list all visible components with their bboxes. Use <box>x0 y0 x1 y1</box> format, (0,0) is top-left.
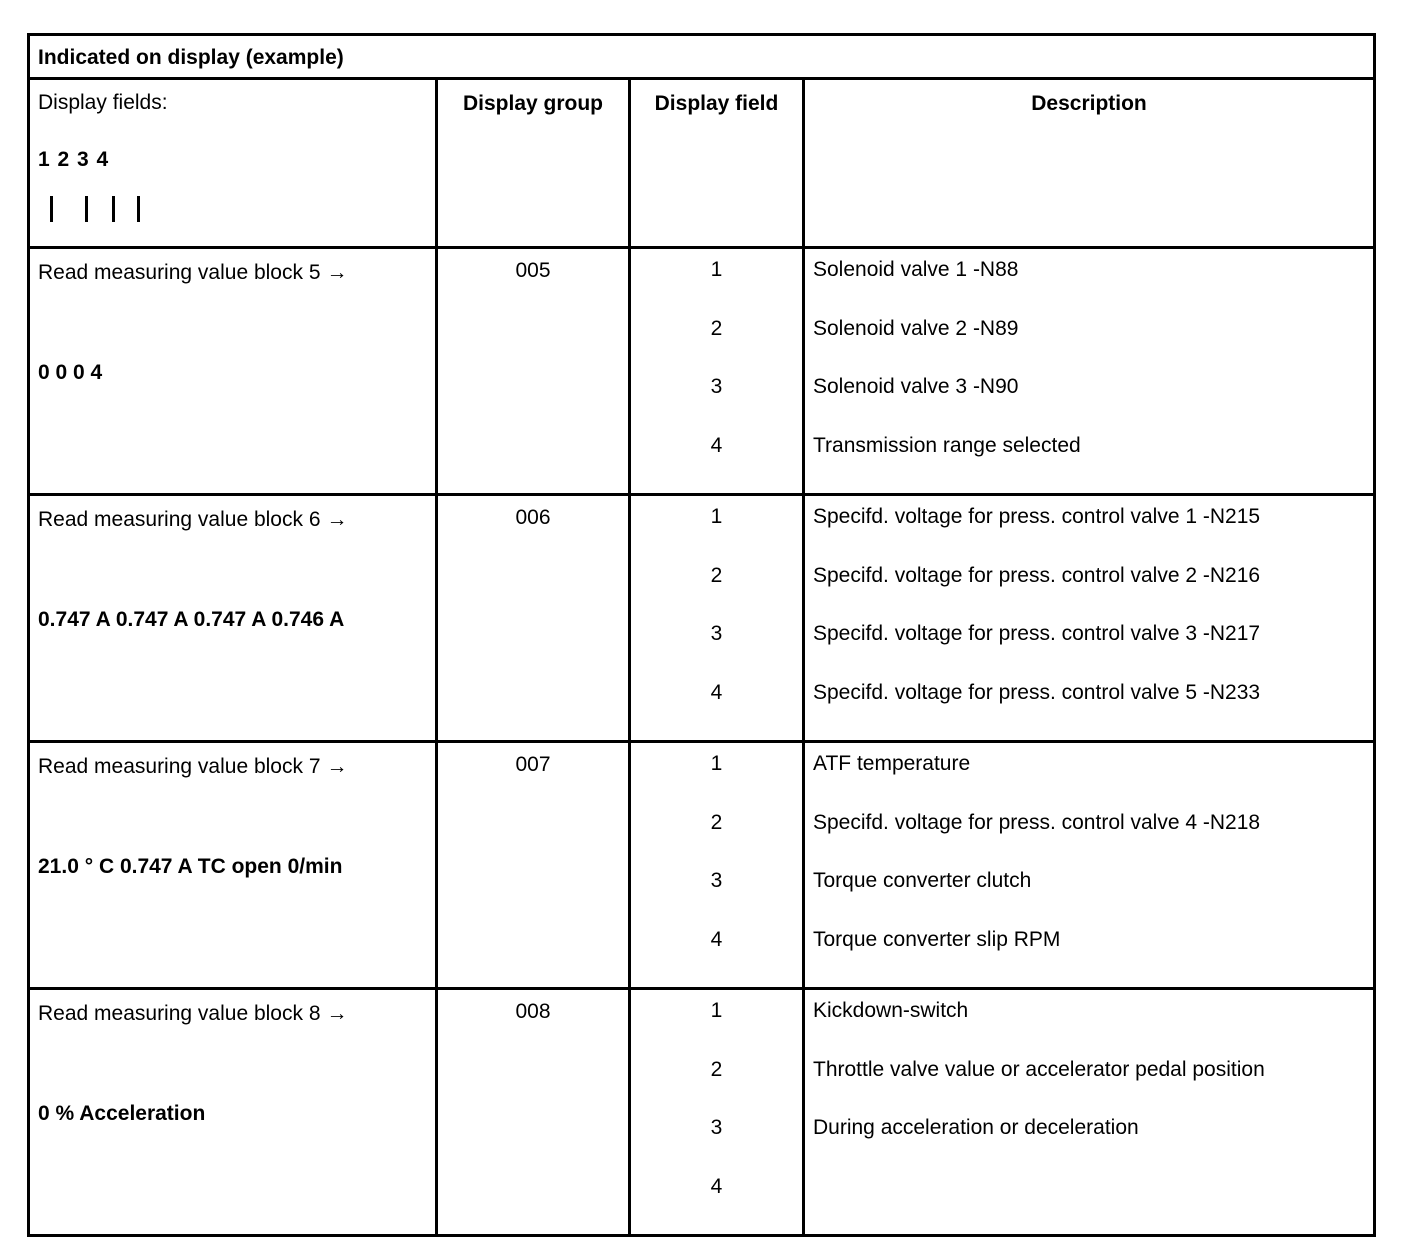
display-group-cell <box>437 495 630 742</box>
description-cell <box>804 742 1375 989</box>
measuring-value-table <box>27 33 1376 1237</box>
field-description: Specifd. voltage for press. control valve 4 -N218 <box>813 810 1261 834</box>
display-field-number: 4 <box>710 433 723 457</box>
display-field-number: 4 <box>710 927 723 951</box>
block-display-value: 0.747 A 0.747 A 0.747 A 0.746 A <box>38 608 345 631</box>
field-description: Solenoid valve 1 -N88 <box>813 258 1019 281</box>
header-row <box>29 79 1375 248</box>
block-display-value: 0 % Acceleration <box>38 1102 206 1125</box>
description-cell <box>804 495 1375 742</box>
field-description <box>805 1176 1373 1235</box>
display-field-number: 2 <box>710 563 723 587</box>
display-field-number: 1 <box>710 505 723 528</box>
description-cell <box>804 989 1375 1236</box>
block-label-cell <box>29 742 437 989</box>
arrow-right-icon: → <box>326 261 348 284</box>
display-group-cell <box>437 989 630 1236</box>
display-field-number: 3 <box>710 869 723 892</box>
field-description: Kickdown-switch <box>813 999 969 1022</box>
display-field-cell <box>630 989 804 1236</box>
display-field-label: Display field <box>654 92 779 115</box>
display-group-value: 007 <box>515 753 551 776</box>
arrow-right-icon: → <box>326 1002 348 1025</box>
measuring-block-row <box>29 989 1375 1236</box>
field-description: Solenoid valve 2 -N89 <box>813 316 1019 340</box>
display-field-number: 3 <box>710 622 723 645</box>
field-description: Torque converter clutch <box>813 869 1032 892</box>
field-description: ATF temperature <box>813 752 971 775</box>
block-label-cell <box>29 989 437 1236</box>
display-field-number: 4 <box>710 680 723 704</box>
block-label: Read measuring value block 6 <box>38 508 321 531</box>
measuring-block-row <box>29 742 1375 989</box>
display-group-header <box>437 79 630 248</box>
measuring-block-row <box>29 495 1375 742</box>
display-field-number: 3 <box>710 1116 723 1139</box>
display-fields-numbers: 1 2 3 4 <box>38 148 110 171</box>
display-field-header <box>630 79 804 248</box>
block-display-value: 21.0 ° C 0.747 A TC open 0/min <box>38 855 343 878</box>
arrow-right-icon: → <box>326 755 348 778</box>
description-label: Description <box>1031 92 1147 115</box>
display-field-number: 1 <box>710 258 723 281</box>
field-description: Specifd. voltage for press. control valve 5 -N233 <box>813 680 1261 704</box>
description-header <box>804 79 1375 248</box>
display-field-cell <box>630 248 804 495</box>
field-description: Specifd. voltage for press. control valve 3 -N217 <box>813 622 1261 645</box>
field-description: Transmission range selected <box>813 433 1081 457</box>
display-group-value: 006 <box>515 506 551 529</box>
display-field-number: 3 <box>710 375 723 398</box>
block-display-value: 0 0 0 4 <box>38 361 103 384</box>
block-label: Read measuring value block 7 <box>38 755 321 778</box>
field-description: Solenoid valve 3 -N90 <box>813 375 1019 398</box>
display-field-cell <box>630 495 804 742</box>
display-field-number: 4 <box>710 1174 723 1198</box>
display-field-number: 2 <box>710 316 723 340</box>
arrow-right-icon: → <box>326 508 348 531</box>
field-description: Throttle valve value or accelerator pedal position <box>813 1057 1265 1081</box>
display-field-number: 2 <box>710 1057 723 1081</box>
display-field-number: 1 <box>710 999 723 1022</box>
display-field-number: 2 <box>710 810 723 834</box>
field-description: Specifd. voltage for press. control valve 2 -N216 <box>813 563 1261 587</box>
block-label: Read measuring value block 5 <box>38 261 321 284</box>
display-group-cell <box>437 248 630 495</box>
table-title: Indicated on display (example) <box>29 35 1375 79</box>
block-label: Read measuring value block 8 <box>38 1002 321 1025</box>
block-label-cell <box>29 248 437 495</box>
display-field-number: 1 <box>710 752 723 775</box>
display-group-value: 008 <box>515 1000 551 1023</box>
display-field-markers <box>38 196 435 227</box>
field-description: Torque converter slip RPM <box>813 927 1061 951</box>
display-group-value: 005 <box>515 259 551 282</box>
display-fields-label: Display fields: <box>38 91 168 114</box>
field-description: Specifd. voltage for press. control valve 1 -N215 <box>813 505 1261 528</box>
display-group-label: Display group <box>462 92 604 115</box>
field-description: During acceleration or deceleration <box>813 1116 1139 1139</box>
block-label-cell <box>29 495 437 742</box>
measuring-block-row <box>29 248 1375 495</box>
display-field-cell <box>630 742 804 989</box>
display-fields-header <box>29 79 437 248</box>
description-cell <box>804 248 1375 495</box>
display-group-cell <box>437 742 630 989</box>
